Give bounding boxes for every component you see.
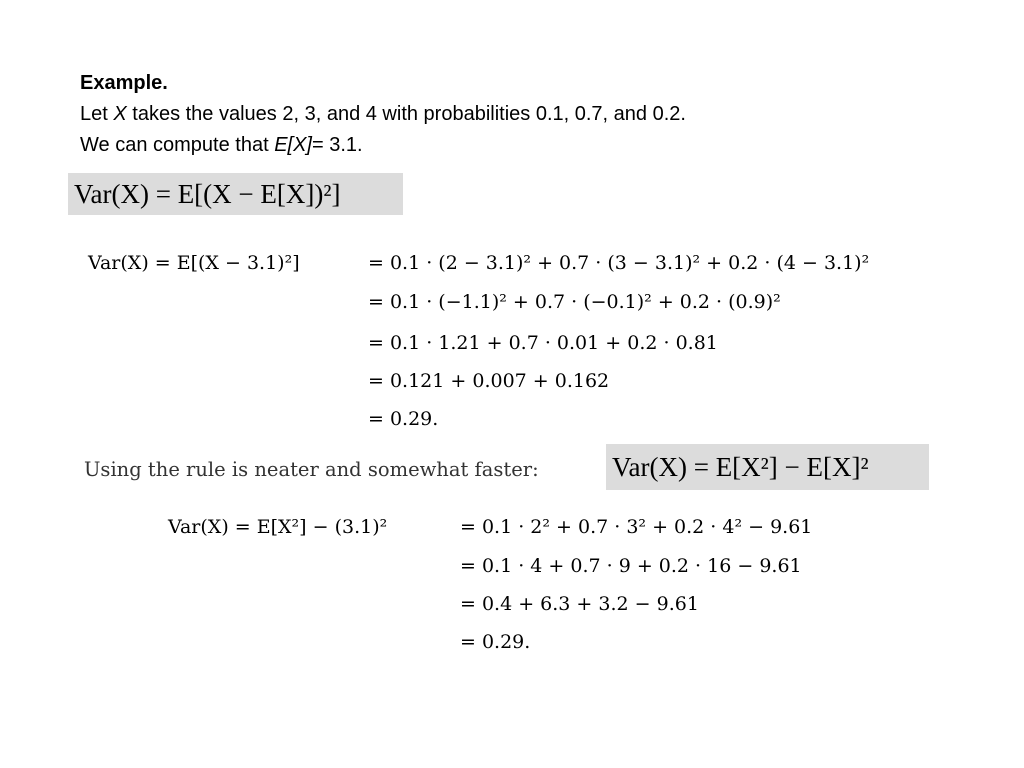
computation1-line: = 0.29. [368, 408, 439, 430]
intro-line-1-prefix: Let [80, 103, 114, 125]
intro-line-1 [80, 99, 686, 130]
computation2-lhs: Var(X) = E[X²] − (3.1)² [168, 516, 388, 538]
computation2-line: = 0.4 + 6.3 + 3.2 − 9.61 [460, 593, 699, 615]
variance-definition-formula [68, 173, 403, 215]
intro-line-1-var: X [113, 103, 127, 125]
computation1-line: = 0.1 · 1.21 + 0.7 · 0.01 + 0.2 · 0.81 [368, 332, 718, 354]
variance-shortcut-formula [606, 444, 929, 490]
computation1-lhs: Var(X) = E[(X − 3.1)²] [88, 252, 300, 274]
computation2-line: = 0.1 · 2² + 0.7 · 3² + 0.2 · 4² − 9.61 [460, 516, 813, 538]
variance-definition-text: Var(X) = E[(X − E[X])²] [74, 179, 341, 209]
computation2-line: = 0.29. [460, 631, 531, 653]
computation1-line: = 0.1 · (−1.1)² + 0.7 · (−0.1)² + 0.2 · (0.9)² [368, 291, 781, 313]
intro-line-1-rest: takes the values 2, 3, and 4 with probabilities 0.1, 0.7, and 0.2. [126, 103, 686, 125]
intro-line-2 [80, 130, 686, 161]
computation1-line: = 0.1 · (2 − 3.1)² + 0.7 · (3 − 3.1)² + 0.2 · (4 − 3.1)² [368, 252, 870, 274]
intro-line-2-prefix: We can compute that [80, 134, 275, 156]
computation1-line: = 0.121 + 0.007 + 0.162 [368, 370, 610, 392]
rule-description: Using the rule is neater and somewhat faster: [84, 458, 539, 481]
example-title: Example. [80, 72, 168, 94]
intro-block [80, 68, 686, 161]
intro-line-2-rest: = 3.1. [311, 134, 363, 156]
computation2-line: = 0.1 · 4 + 0.7 · 9 + 0.2 · 16 − 9.61 [460, 555, 802, 577]
intro-line-2-var: E[X] [274, 134, 312, 156]
variance-shortcut-text: Var(X) = E[X²] − E[X]² [612, 452, 869, 482]
